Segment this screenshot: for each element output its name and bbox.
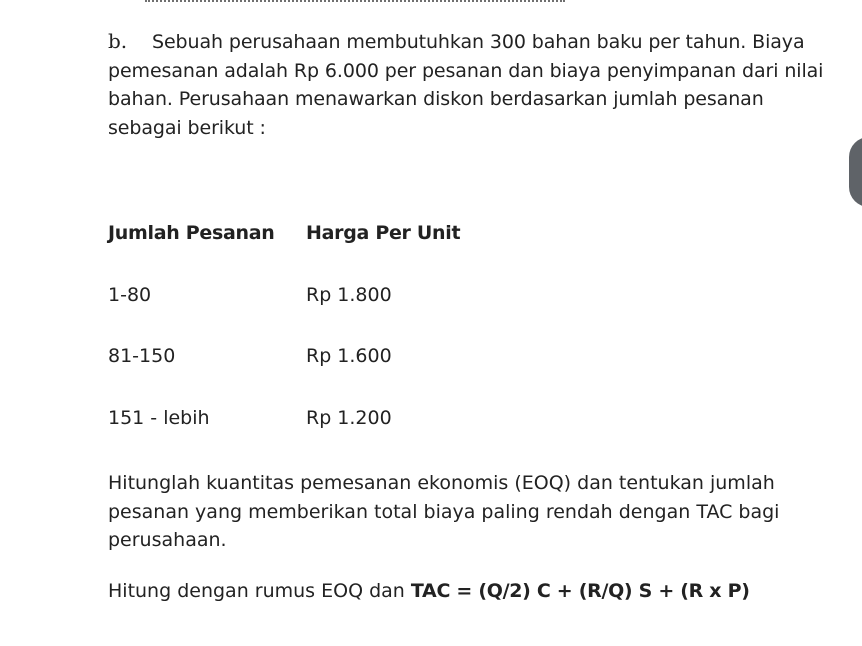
discount-table	[108, 222, 546, 468]
question-b	[108, 27, 848, 142]
question-text-1: Sebuah perusahaan membutuhkan 300 bahan baku per tahun. Biaya	[152, 31, 805, 53]
table-row	[108, 284, 546, 346]
table-cell-price: Rp 1.800	[306, 283, 392, 306]
table-cell-quantity: 1-80	[108, 283, 152, 306]
instruction-line-2: pesanan yang memberikan total biaya paling rendah dengan TAC bagi	[108, 500, 780, 523]
header-jumlah-pesanan: Jumlah Pesanan	[108, 222, 275, 244]
instruction-line-3: perusahaan.	[108, 529, 227, 551]
floating-side-button[interactable]	[849, 137, 862, 207]
question-line-4: sebagai berikut :	[108, 116, 266, 139]
table-row	[108, 407, 546, 469]
header-harga-per-unit: Harga Per Unit	[306, 222, 461, 244]
question-line-2: pemesanan adalah Rp 6.000 per pesanan dan biaya penyimpanan dari nilai	[108, 59, 824, 82]
instruction-line-1: Hitunglah kuantitas pemesanan ekonomis (EOQ) dan tentukan jumlah	[108, 472, 775, 494]
tac-formula: TAC = (Q/2) C + (R/Q) S + (R x P)	[410, 580, 750, 602]
formula-paragraph	[108, 577, 808, 606]
question-line-3: bahan. Perusahaan menawarkan diskon berdasarkan jumlah pesanan	[108, 88, 764, 110]
question-line-1	[108, 27, 848, 57]
table-header-row	[108, 222, 546, 284]
cropped-previous-text	[145, 0, 565, 6]
table-row	[108, 345, 546, 407]
table-cell-quantity: 151 - lebih	[108, 406, 210, 429]
question-marker: b.	[108, 29, 127, 53]
table-cell-price: Rp 1.200	[306, 406, 392, 429]
table-cell-price: Rp 1.600	[306, 345, 392, 367]
instruction-paragraph	[108, 469, 808, 555]
table-cell-quantity: 81-150	[108, 345, 176, 367]
formula-prefix: Hitung dengan rumus EOQ dan	[108, 580, 411, 602]
